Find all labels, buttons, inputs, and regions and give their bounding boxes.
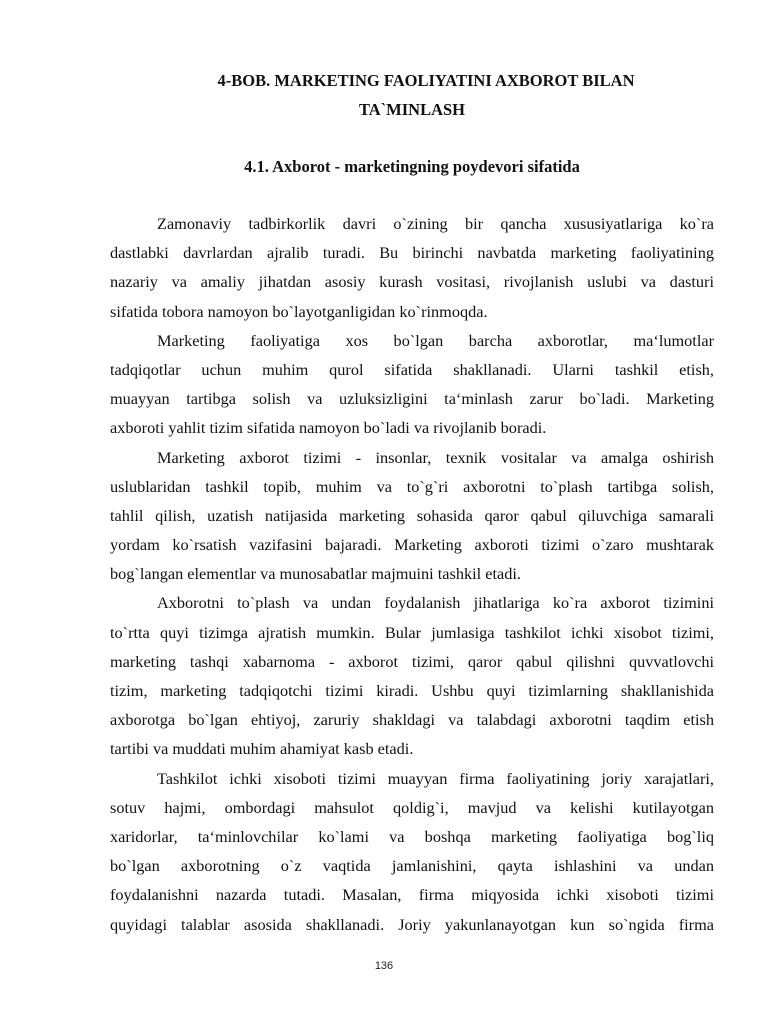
page-number: 136: [374, 960, 394, 972]
paragraph-line: yordam ko`rsatish vazifasini bajaradi. Marketing axboroti tizimi o`zaro mushtarak: [110, 535, 714, 555]
paragraph-line: uslublaridan tashkil topib, muhim va to`g`ri axborotni to`plash tartibga solish,: [110, 476, 714, 496]
paragraph-line: sifatida tobora namoyon bo`layotganligidan ko`rinmoqda.: [110, 301, 488, 321]
paragraph-line: Axborotni to`plash va undan foydalanish jihatlariga ko`ra axborot tizimini: [157, 593, 714, 613]
paragraph-line: quyidagi talablar asosida shakllanadi. Joriy yakunlanayotgan kun so`ngida firma: [110, 914, 714, 934]
paragraph: [110, 209, 714, 326]
paragraph-line: nazariy va amaliy jihatdan asosiy kurash vositasi, rivojlanish uslubi va dasturi: [110, 272, 714, 292]
paragraph-line: Tashkilot ichki xisoboti tizimi muayyan firma faoliyatining joriy xarajatlari,: [157, 768, 714, 788]
paragraph-line: bog`langan elementlar va munosabatlar majmuini tashkil etadi.: [110, 564, 521, 584]
section-title: 4.1. Axborot - marketingning poydevori sifatida: [244, 157, 580, 176]
paragraph-line: dastlabki davrlardan ajralib turadi. Bu birinchi navbatda marketing faoliyatining: [110, 243, 714, 263]
chapter-title: [110, 66, 714, 124]
paragraph: [110, 764, 714, 939]
paragraph: [110, 443, 714, 589]
paragraph-line: tartibi va muddati muhim ahamiyat kasb etadi.: [110, 739, 414, 759]
paragraph-line: marketing tashqi xabarnoma - axborot tizimi, qaror qabul qilishni quvvatlovchi: [110, 651, 714, 671]
chapter-title-line-1: 4-BOB. MARKETING FAOLIYATINI AXBOROT BILAN: [217, 71, 635, 90]
paragraph-line: xaridorlar, ta‘minlovchilar ko`lami va boshqa marketing faoliyatiga bog`liq: [110, 826, 714, 846]
paragraph-line: tizim, marketing tadqiqotchi tizimi kiradi. Ushbu quyi tizimlarning shakllanishida: [110, 681, 714, 700]
paragraph-line: Marketing faoliyatiga xos bo`lgan barcha axborotlar, ma‘lumotlar: [157, 330, 714, 350]
paragraph-line: Marketing axborot tizimi - insonlar, texnik vositalar va amalga oshirish: [157, 447, 714, 467]
paragraph: [110, 326, 714, 443]
paragraph-line: foydalanishni nazarda tutadi. Masalan, firma miqyosida ichki xisoboti tizimi: [110, 885, 714, 905]
paragraph-line: muayyan tartibga solish va uzluksizligini ta‘minlash zarur bo`ladi. Marketing: [110, 389, 714, 409]
paragraph-line: bo`lgan axborotning o`z vaqtida jamlanishini, qayta ishlashini va undan: [110, 856, 714, 876]
paragraph-line: sotuv hajmi, ombordagi mahsulot qoldig`i, mavjud va kelishi kutilayotgan: [110, 797, 714, 817]
paragraph-line: Zamonaviy tadbirkorlik davri o`zining bir qancha xususiyatlariga ko`ra: [157, 214, 714, 233]
paragraph-line: to`rtta quyi tizimga ajratish mumkin. Bular jumlasiga tashkilot ichki xisobot tizimi,: [110, 622, 714, 642]
paragraph-line: axborotga bo`lgan ehtiyoj, zaruriy shakldagi va talabdagi axborotni taqdim etish: [110, 710, 714, 730]
paragraph-line: tadqiqotlar uchun muhim qurol sifatida shakllanadi. Ularni tashkil etish,: [110, 359, 714, 379]
paragraph-line: tahlil qilish, uzatish natijasida marketing sohasida qaror qabul qiluvchiga samarali: [110, 505, 714, 525]
paragraph-line: axboroti yahlit tizim sifatida namoyon bo`ladi va rivojlanib boradi.: [110, 418, 547, 438]
paragraph: [110, 588, 714, 763]
chapter-title-line-2: TA`MINLASH: [358, 100, 466, 119]
body-text: [110, 209, 714, 939]
